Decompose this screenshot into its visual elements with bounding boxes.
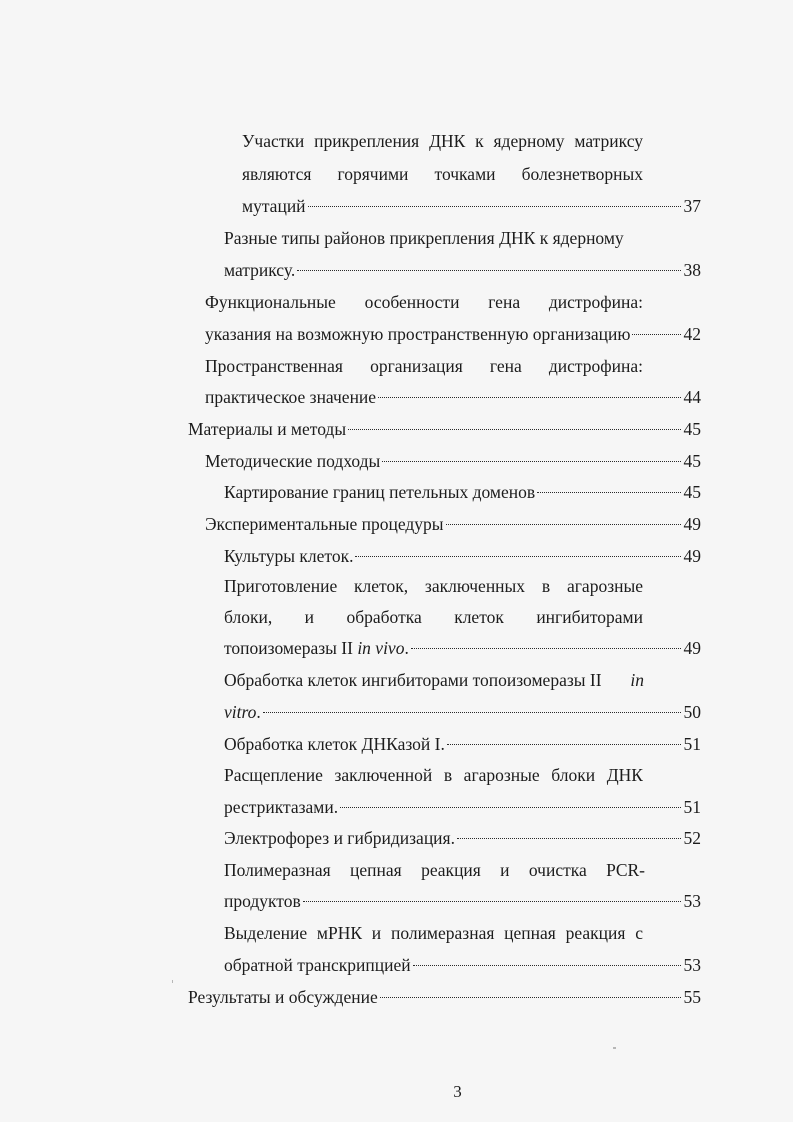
toc-entry-title: обратной транскрипцией bbox=[224, 955, 411, 975]
toc-page-number: 45 bbox=[683, 419, 701, 439]
toc-entry-title: Культуры клеток. bbox=[224, 546, 354, 566]
dot-leader bbox=[355, 556, 680, 557]
toc-page-number: 37 bbox=[683, 196, 701, 216]
dot-leader bbox=[378, 397, 680, 398]
toc-page-number: 44 bbox=[683, 387, 701, 407]
toc-page-number: 52 bbox=[683, 828, 701, 848]
scan-speck bbox=[172, 980, 173, 983]
toc-page-number: 49 bbox=[683, 514, 701, 534]
toc-entry[interactable] bbox=[224, 888, 701, 914]
toc-entry[interactable] bbox=[188, 984, 701, 1010]
toc-entry-text: Приготовление клеток, заключенных в агарозные bbox=[224, 576, 643, 596]
toc-page-number: 50 bbox=[683, 702, 701, 722]
dot-leader bbox=[537, 492, 680, 493]
dot-leader bbox=[303, 901, 681, 902]
toc-page-number: 45 bbox=[683, 482, 701, 502]
toc-page-number: 49 bbox=[683, 546, 701, 566]
toc-entry-text: Функциональные особенности гена дистрофина: bbox=[205, 292, 643, 312]
toc-entry[interactable] bbox=[224, 257, 701, 283]
dot-leader bbox=[348, 429, 680, 430]
dot-leader bbox=[297, 270, 680, 271]
toc-page-number: 53 bbox=[683, 891, 701, 911]
toc-entry[interactable] bbox=[205, 448, 701, 474]
toc-entry-title: vitro. bbox=[224, 702, 261, 722]
toc-page-number: 51 bbox=[683, 734, 701, 754]
dot-leader bbox=[380, 997, 681, 998]
toc-page-number: 55 bbox=[683, 987, 701, 1007]
toc-entry-text: Обработка клеток ингибиторами топоизомеразы II in bbox=[224, 670, 644, 690]
toc-entry-text: Выделение мРНК и полимеразная цепная реакция с bbox=[224, 923, 643, 943]
toc-entry[interactable] bbox=[224, 825, 701, 851]
toc-entry[interactable] bbox=[242, 193, 701, 219]
toc-entry-text: Полимеразная цепная реакция и очистка PCR- bbox=[224, 860, 645, 880]
toc-entry-text: Участки прикрепления ДНК к ядерному матриксу bbox=[242, 131, 643, 151]
toc-page-number: 49 bbox=[683, 638, 701, 658]
page-number: 3 bbox=[453, 1082, 462, 1101]
toc-page-number: 53 bbox=[683, 955, 701, 975]
toc-entry-title: практическое значение bbox=[205, 387, 377, 407]
toc-entry-text: Расщепление заключенной в агарозные блоки ДНК bbox=[224, 765, 643, 785]
toc-entry[interactable] bbox=[224, 543, 701, 569]
dot-leader bbox=[413, 965, 681, 966]
toc-entry-title: Электрофорез и гибридизация. bbox=[224, 828, 455, 848]
toc-entry-title: продуктов bbox=[224, 891, 301, 911]
dot-leader bbox=[632, 334, 680, 335]
dot-leader bbox=[457, 838, 681, 839]
toc-entry[interactable] bbox=[224, 952, 701, 978]
dot-leader bbox=[263, 712, 681, 713]
toc-entry[interactable] bbox=[205, 511, 701, 537]
toc-entry[interactable] bbox=[224, 794, 701, 820]
toc-entry-title: указания на возможную пространственную организацию bbox=[205, 324, 631, 344]
toc-page-number: 42 bbox=[683, 324, 701, 344]
toc-entry[interactable] bbox=[224, 479, 701, 505]
toc-entry-text: блоки, и обработка клеток ингибиторами bbox=[224, 607, 643, 627]
toc-entry[interactable] bbox=[205, 321, 701, 347]
toc-entry-title: Картирование границ петельных доменов bbox=[224, 482, 536, 502]
toc-entry-title: Результаты и обсуждение bbox=[188, 987, 378, 1007]
toc-entry-title: топоизомеразы II in vivo. bbox=[224, 638, 409, 658]
toc-entry-title: Методические подходы bbox=[205, 451, 381, 471]
toc-entry[interactable] bbox=[224, 635, 701, 661]
dot-leader bbox=[308, 206, 681, 207]
dot-leader bbox=[340, 807, 680, 808]
toc-page-number: 38 bbox=[683, 260, 701, 280]
dot-leader bbox=[411, 648, 681, 649]
toc-entry-title: матриксу. bbox=[224, 260, 296, 280]
dot-leader bbox=[447, 744, 681, 745]
dot-leader bbox=[446, 524, 681, 525]
toc-entry-title: Экспериментальные процедуры bbox=[205, 514, 444, 534]
toc-entry[interactable] bbox=[205, 384, 701, 410]
toc-page-number: 51 bbox=[683, 797, 701, 817]
toc-entry-title: Материалы и методы bbox=[188, 419, 347, 439]
toc-entry-text: Пространственная организация гена дистрофина: bbox=[205, 356, 643, 376]
toc-entry-title: Обработка клеток ДНКазой I. bbox=[224, 734, 445, 754]
scan-speck bbox=[613, 1047, 616, 1049]
toc-entry[interactable] bbox=[224, 699, 701, 725]
toc-entry-text: являются горячими точками болезнетворных bbox=[242, 164, 643, 184]
dot-leader bbox=[382, 461, 680, 462]
toc-entry-text: Разные типы районов прикрепления ДНК к ядерному bbox=[224, 228, 624, 248]
toc-entry-title: рестриктазами. bbox=[224, 797, 339, 817]
toc-entry[interactable] bbox=[188, 416, 701, 442]
toc-entry-title: мутаций bbox=[242, 196, 306, 216]
toc-page-number: 45 bbox=[683, 451, 701, 471]
toc-entry[interactable] bbox=[224, 731, 701, 757]
